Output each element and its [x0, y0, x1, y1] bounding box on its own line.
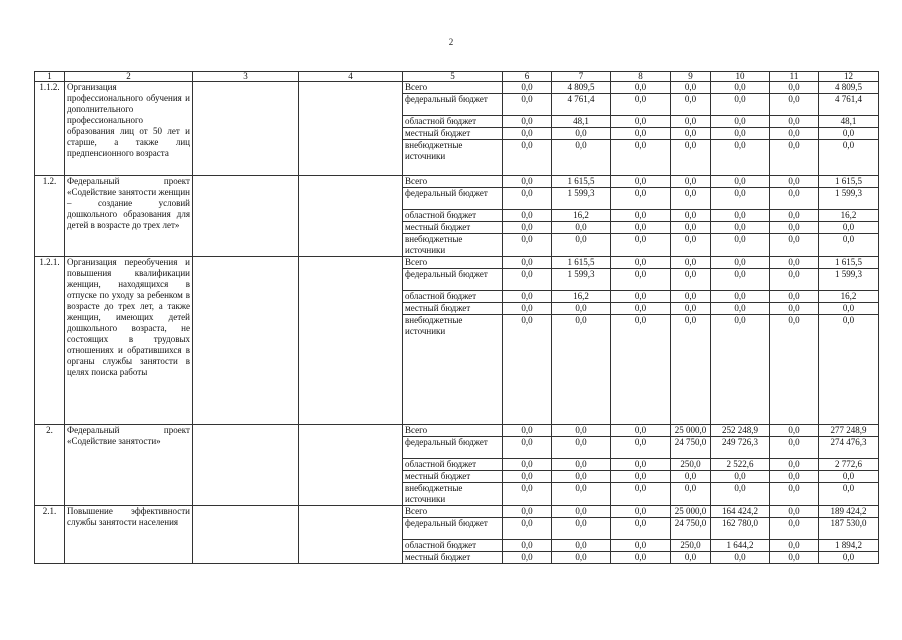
amount-cell: 0,0: [671, 94, 711, 116]
amount-cell: 4 809,5: [819, 82, 879, 94]
amount-cell: 0,0: [770, 128, 819, 140]
amount-cell: 0,0: [711, 128, 770, 140]
amount-cell: 0,0: [611, 140, 671, 176]
amount-cell: 249 726,3: [711, 437, 770, 459]
amount-cell: 0,0: [671, 128, 711, 140]
amount-cell: 0,0: [770, 82, 819, 94]
amount-cell: 0,0: [503, 315, 552, 425]
funding-source: местный бюджет: [403, 303, 503, 315]
amount-cell: 1 599,3: [552, 269, 611, 291]
amount-cell: 0,0: [819, 483, 879, 506]
amount-cell: 1 599,3: [819, 188, 879, 210]
amount-cell: 0,0: [503, 291, 552, 303]
amount-cell: 24 750,0: [671, 518, 711, 540]
table-body: [35, 82, 879, 564]
amount-cell: 0,0: [552, 140, 611, 176]
column-header: 12: [819, 72, 879, 82]
amount-cell: 0,0: [552, 506, 611, 518]
amount-cell: 0,0: [770, 506, 819, 518]
amount-cell: 0,0: [711, 471, 770, 483]
amount-cell: 0,0: [711, 94, 770, 116]
column-header: 9: [671, 72, 711, 82]
amount-cell: 0,0: [611, 210, 671, 222]
amount-cell: 0,0: [611, 506, 671, 518]
col3-cell: [193, 82, 299, 176]
amount-cell: 0,0: [770, 257, 819, 269]
amount-cell: 0,0: [611, 94, 671, 116]
table-row: [35, 425, 879, 437]
col4-cell: [299, 425, 403, 506]
amount-cell: 0,0: [611, 82, 671, 94]
table-row: [35, 257, 879, 269]
amount-cell: 0,0: [503, 234, 552, 257]
amount-cell: 0,0: [770, 425, 819, 437]
amount-cell: 189 424,2: [819, 506, 879, 518]
funding-source: Всего: [403, 257, 503, 269]
amount-cell: 0,0: [503, 82, 552, 94]
amount-cell: 0,0: [552, 222, 611, 234]
table-row: [35, 176, 879, 188]
amount-cell: 0,0: [611, 518, 671, 540]
amount-cell: 0,0: [503, 128, 552, 140]
amount-cell: 0,0: [671, 257, 711, 269]
amount-cell: 0,0: [503, 269, 552, 291]
funding-source: Всего: [403, 176, 503, 188]
amount-cell: 0,0: [611, 128, 671, 140]
amount-cell: 0,0: [671, 188, 711, 210]
amount-cell: 0,0: [770, 518, 819, 540]
amount-cell: 0,0: [770, 176, 819, 188]
amount-cell: 0,0: [711, 552, 770, 564]
amount-cell: 25 000,0: [671, 506, 711, 518]
amount-cell: 0,0: [770, 140, 819, 176]
amount-cell: 250,0: [671, 540, 711, 552]
amount-cell: 0,0: [770, 188, 819, 210]
amount-cell: 0,0: [819, 315, 879, 425]
amount-cell: 0,0: [611, 257, 671, 269]
amount-cell: 0,0: [671, 315, 711, 425]
amount-cell: 0,0: [770, 540, 819, 552]
amount-cell: 0,0: [552, 437, 611, 459]
amount-cell: 0,0: [770, 94, 819, 116]
funding-source: местный бюджет: [403, 128, 503, 140]
funding-source: Всего: [403, 82, 503, 94]
amount-cell: 0,0: [503, 210, 552, 222]
amount-cell: 0,0: [503, 116, 552, 128]
amount-cell: 0,0: [711, 234, 770, 257]
funding-source: внебюджетные источники: [403, 234, 503, 257]
amount-cell: 16,2: [819, 210, 879, 222]
funding-source: Всего: [403, 506, 503, 518]
amount-cell: 0,0: [770, 303, 819, 315]
amount-cell: 0,0: [611, 269, 671, 291]
funding-source: федеральный бюджет: [403, 188, 503, 210]
table-row: [35, 506, 879, 518]
amount-cell: 0,0: [611, 471, 671, 483]
amount-cell: 0,0: [819, 471, 879, 483]
amount-cell: 1 615,5: [819, 176, 879, 188]
amount-cell: 0,0: [503, 437, 552, 459]
funding-source: местный бюджет: [403, 222, 503, 234]
amount-cell: 0,0: [711, 140, 770, 176]
amount-cell: 1 894,2: [819, 540, 879, 552]
amount-cell: 0,0: [770, 116, 819, 128]
amount-cell: 0,0: [819, 140, 879, 176]
amount-cell: 0,0: [819, 234, 879, 257]
col3-cell: [193, 176, 299, 257]
amount-cell: 0,0: [611, 176, 671, 188]
amount-cell: 1 644,2: [711, 540, 770, 552]
amount-cell: 187 530,0: [819, 518, 879, 540]
amount-cell: 0,0: [770, 483, 819, 506]
amount-cell: 1 599,3: [819, 269, 879, 291]
amount-cell: 0,0: [671, 234, 711, 257]
amount-cell: 4 761,4: [819, 94, 879, 116]
amount-cell: 0,0: [770, 315, 819, 425]
col4-cell: [299, 257, 403, 425]
row-name: Федеральный проект «Содействие занятости»: [65, 425, 193, 506]
amount-cell: 0,0: [611, 222, 671, 234]
amount-cell: 0,0: [671, 210, 711, 222]
amount-cell: 0,0: [611, 552, 671, 564]
amount-cell: 48,1: [552, 116, 611, 128]
row-code: 1.1.2.: [35, 82, 65, 176]
amount-cell: 0,0: [503, 552, 552, 564]
amount-cell: 24 750,0: [671, 437, 711, 459]
row-name: Организация переобучения и повышения квалификации женщин, находящихся в отпуске по уходу за ребенком в возрасте до трех лет, а также женщин, имеющих детей дошкольного возраста, не состоящих в трудовых отношениях и обратившихся в органы службы занятости в целях поиска работы: [65, 257, 193, 425]
amount-cell: 0,0: [770, 291, 819, 303]
amount-cell: 25 000,0: [671, 425, 711, 437]
row-name: Повышение эффективности службы занятости населения: [65, 506, 193, 564]
amount-cell: 16,2: [552, 210, 611, 222]
amount-cell: 0,0: [503, 176, 552, 188]
amount-cell: 48,1: [819, 116, 879, 128]
amount-cell: 0,0: [671, 140, 711, 176]
amount-cell: 0,0: [671, 303, 711, 315]
amount-cell: 0,0: [503, 425, 552, 437]
amount-cell: 162 780,0: [711, 518, 770, 540]
amount-cell: 0,0: [552, 518, 611, 540]
amount-cell: 0,0: [552, 315, 611, 425]
amount-cell: 0,0: [770, 210, 819, 222]
amount-cell: 0,0: [552, 540, 611, 552]
amount-cell: 0,0: [503, 257, 552, 269]
amount-cell: 0,0: [503, 483, 552, 506]
amount-cell: 0,0: [770, 471, 819, 483]
column-header: 3: [193, 72, 299, 82]
amount-cell: 1 615,5: [552, 176, 611, 188]
budget-table: [34, 71, 879, 564]
column-header: 10: [711, 72, 770, 82]
amount-cell: 0,0: [711, 82, 770, 94]
amount-cell: 0,0: [611, 459, 671, 471]
col3-cell: [193, 257, 299, 425]
amount-cell: 0,0: [671, 116, 711, 128]
amount-cell: 0,0: [711, 116, 770, 128]
amount-cell: 0,0: [819, 303, 879, 315]
funding-source: областной бюджет: [403, 210, 503, 222]
amount-cell: 0,0: [711, 210, 770, 222]
amount-cell: 0,0: [503, 540, 552, 552]
amount-cell: 274 476,3: [819, 437, 879, 459]
amount-cell: 16,2: [819, 291, 879, 303]
amount-cell: 0,0: [671, 222, 711, 234]
funding-source: Всего: [403, 425, 503, 437]
amount-cell: 0,0: [503, 471, 552, 483]
amount-cell: 0,0: [611, 188, 671, 210]
column-header: 2: [65, 72, 193, 82]
funding-source: местный бюджет: [403, 552, 503, 564]
amount-cell: 0,0: [552, 471, 611, 483]
amount-cell: 0,0: [819, 222, 879, 234]
table-header: [35, 72, 879, 82]
row-name: Федеральный проект «Содействие занятости женщин – создание условий дошкольного образования для детей в возрасте до трех лет»: [65, 176, 193, 257]
amount-cell: 0,0: [611, 116, 671, 128]
amount-cell: 4 761,4: [552, 94, 611, 116]
amount-cell: 0,0: [711, 188, 770, 210]
amount-cell: 0,0: [671, 176, 711, 188]
amount-cell: 0,0: [552, 234, 611, 257]
col4-cell: [299, 506, 403, 564]
amount-cell: 0,0: [611, 234, 671, 257]
amount-cell: 0,0: [503, 94, 552, 116]
column-header: 1: [35, 72, 65, 82]
amount-cell: 0,0: [770, 552, 819, 564]
funding-source: внебюджетные источники: [403, 483, 503, 506]
amount-cell: 0,0: [711, 303, 770, 315]
amount-cell: 0,0: [671, 552, 711, 564]
amount-cell: 252 248,9: [711, 425, 770, 437]
amount-cell: 0,0: [503, 188, 552, 210]
amount-cell: 1 615,5: [819, 257, 879, 269]
column-header: 6: [503, 72, 552, 82]
col3-cell: [193, 506, 299, 564]
amount-cell: 0,0: [552, 483, 611, 506]
page-number: 2: [448, 37, 454, 47]
col4-cell: [299, 82, 403, 176]
row-code: 2.1.: [35, 506, 65, 564]
amount-cell: 1 615,5: [552, 257, 611, 269]
amount-cell: 0,0: [611, 425, 671, 437]
row-name: Организация профессионального обучения и дополнительного профессионального образования лиц от 50 лет и старше, а также лиц предпенсионного возраста: [65, 82, 193, 176]
funding-source: федеральный бюджет: [403, 269, 503, 291]
amount-cell: 4 809,5: [552, 82, 611, 94]
amount-cell: 0,0: [552, 552, 611, 564]
amount-cell: 1 599,3: [552, 188, 611, 210]
funding-source: областной бюджет: [403, 116, 503, 128]
amount-cell: 0,0: [770, 437, 819, 459]
row-code: 1.2.1.: [35, 257, 65, 425]
funding-source: областной бюджет: [403, 540, 503, 552]
column-header: 11: [770, 72, 819, 82]
amount-cell: 0,0: [552, 425, 611, 437]
amount-cell: 0,0: [503, 459, 552, 471]
header-row: [35, 72, 879, 82]
funding-source: местный бюджет: [403, 471, 503, 483]
amount-cell: 0,0: [503, 140, 552, 176]
amount-cell: 0,0: [552, 303, 611, 315]
amount-cell: 0,0: [503, 506, 552, 518]
amount-cell: 0,0: [711, 269, 770, 291]
amount-cell: 2 772,6: [819, 459, 879, 471]
amount-cell: 0,0: [503, 303, 552, 315]
amount-cell: 0,0: [770, 269, 819, 291]
amount-cell: 0,0: [711, 222, 770, 234]
amount-cell: 0,0: [611, 483, 671, 506]
amount-cell: 0,0: [770, 459, 819, 471]
funding-source: внебюджетные источники: [403, 140, 503, 176]
amount-cell: 0,0: [711, 257, 770, 269]
amount-cell: 0,0: [611, 437, 671, 459]
amount-cell: 0,0: [611, 291, 671, 303]
amount-cell: 2 522,6: [711, 459, 770, 471]
amount-cell: 164 424,2: [711, 506, 770, 518]
funding-source: внебюджетные источники: [403, 315, 503, 425]
amount-cell: 0,0: [671, 269, 711, 291]
col4-cell: [299, 176, 403, 257]
funding-source: федеральный бюджет: [403, 518, 503, 540]
column-header: 5: [403, 72, 503, 82]
amount-cell: 0,0: [671, 82, 711, 94]
amount-cell: 0,0: [819, 128, 879, 140]
amount-cell: 0,0: [503, 518, 552, 540]
amount-cell: 0,0: [611, 540, 671, 552]
amount-cell: 0,0: [552, 459, 611, 471]
col3-cell: [193, 425, 299, 506]
amount-cell: 0,0: [711, 291, 770, 303]
funding-source: областной бюджет: [403, 459, 503, 471]
amount-cell: 277 248,9: [819, 425, 879, 437]
amount-cell: 0,0: [711, 315, 770, 425]
funding-source: федеральный бюджет: [403, 94, 503, 116]
amount-cell: 0,0: [711, 483, 770, 506]
row-code: 2.: [35, 425, 65, 506]
funding-source: областной бюджет: [403, 291, 503, 303]
table-row: [35, 82, 879, 94]
column-header: 4: [299, 72, 403, 82]
amount-cell: 0,0: [770, 222, 819, 234]
column-header: 8: [611, 72, 671, 82]
amount-cell: 250,0: [671, 459, 711, 471]
row-code: 1.2.: [35, 176, 65, 257]
amount-cell: 0,0: [671, 291, 711, 303]
amount-cell: 0,0: [770, 234, 819, 257]
funding-source: федеральный бюджет: [403, 437, 503, 459]
amount-cell: 0,0: [611, 303, 671, 315]
amount-cell: 16,2: [552, 291, 611, 303]
amount-cell: 0,0: [503, 222, 552, 234]
column-header: 7: [552, 72, 611, 82]
amount-cell: 0,0: [611, 315, 671, 425]
amount-cell: 0,0: [819, 552, 879, 564]
amount-cell: 0,0: [671, 483, 711, 506]
amount-cell: 0,0: [671, 471, 711, 483]
amount-cell: 0,0: [711, 176, 770, 188]
amount-cell: 0,0: [552, 128, 611, 140]
